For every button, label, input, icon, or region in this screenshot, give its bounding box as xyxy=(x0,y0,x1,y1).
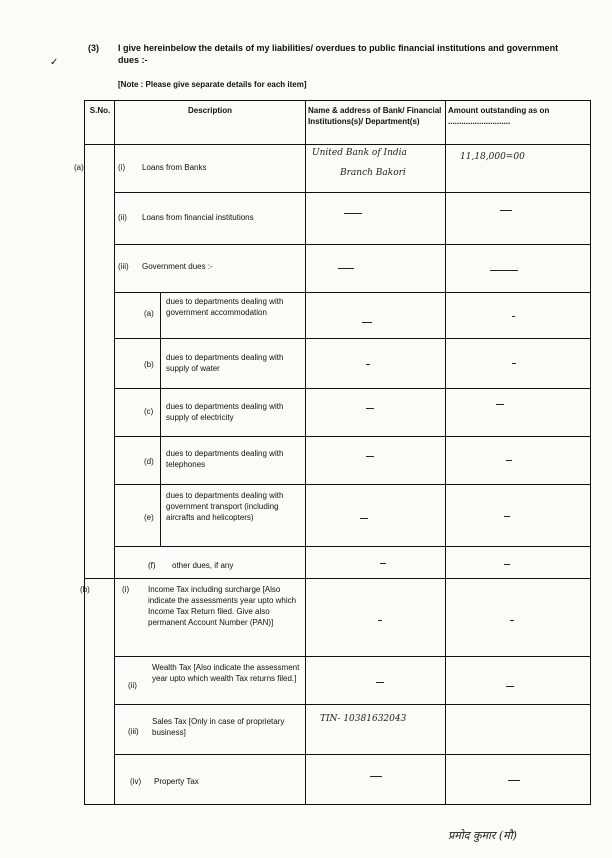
row-line-header xyxy=(84,144,591,145)
row-a-i-branch: Branch Bakori xyxy=(340,168,406,178)
dash-b-iv-amount xyxy=(508,780,520,781)
table-border-top xyxy=(84,100,591,101)
row-b-iii-num: (iii) xyxy=(128,727,139,736)
row-b-ii-desc: Wealth Tax [Also indicate the assessment year upto which wealth Tax returns filed.] xyxy=(152,663,300,683)
dash-a-iii-b-name xyxy=(366,364,370,365)
header-amount: Amount outstanding as on ............................ xyxy=(448,106,550,126)
row-b-iii-tin: TIN- 10381632043 xyxy=(320,714,407,724)
header-description: Description xyxy=(187,106,232,115)
row-a-iii-desc: Government dues :- xyxy=(142,262,213,271)
dash-a-iv-amount xyxy=(504,564,510,565)
row-a-iii-b-desc: dues to departments dealing with supply of water xyxy=(166,353,284,373)
row-b-label: (b) xyxy=(80,585,90,594)
col-line-desc xyxy=(305,100,306,805)
section-number: (3) xyxy=(88,43,99,53)
dash-a-iii-d-name xyxy=(366,456,374,457)
row-line-2 xyxy=(114,244,591,245)
header-sno: S.No. xyxy=(89,106,111,115)
row-line-4 xyxy=(114,338,591,339)
dash-a-ii-name xyxy=(344,213,362,214)
dash-a-iii-c-amount xyxy=(496,404,504,405)
sub-col-line xyxy=(160,292,161,546)
row-a-iii-d-num: (d) xyxy=(144,457,154,466)
dash-b-ii-amount xyxy=(506,686,514,687)
row-b-iii-desc: Sales Tax [Only in case of proprietary business] xyxy=(152,717,285,737)
row-a-i-bank: United Bank of India xyxy=(312,148,407,158)
dash-a-iii-b-amount xyxy=(512,363,516,364)
row-a-i-num: (i) xyxy=(118,163,126,172)
table-border-left xyxy=(84,100,85,805)
dash-a-iii-a-name xyxy=(362,322,372,323)
row-a-iii-d-desc: dues to departments dealing with telephones xyxy=(166,449,284,469)
row-line-8 xyxy=(114,546,591,547)
row-b-iv-desc: Property Tax xyxy=(154,777,199,786)
dash-a-iii-d-amount xyxy=(506,460,512,461)
row-b-ii-num: (ii) xyxy=(128,681,137,690)
dash-a-iii-a-amount xyxy=(512,316,515,317)
table-border-bottom xyxy=(84,804,591,805)
dash-a-iii-amount xyxy=(490,270,518,271)
row-line-3 xyxy=(114,292,591,293)
liabilities-table xyxy=(74,100,591,805)
row-line-5 xyxy=(114,388,591,389)
col-line-sno xyxy=(114,100,115,805)
row-line-12 xyxy=(114,754,591,755)
row-b-i-desc: Income Tax including surcharge [Also indicate the assessments year upto which Income Tax Return filed. Give also permanent Account Number (PAN)] xyxy=(148,585,297,627)
row-a-label: (a) xyxy=(74,163,84,172)
row-a-iii-num: (iii) xyxy=(118,262,129,271)
row-a-iii-e-num: (e) xyxy=(144,513,154,522)
dash-a-iv-name xyxy=(380,563,386,564)
row-a-iii-a-num: (a) xyxy=(144,309,154,318)
dash-b-i-amount xyxy=(510,620,514,621)
header-name-address: Name & address of Bank/ Financial Institutions(s)/ Department(s) xyxy=(308,106,442,126)
row-line-10 xyxy=(114,656,591,657)
table-border-right xyxy=(590,100,591,805)
dash-a-iii-name xyxy=(338,268,354,269)
dash-b-iv-name xyxy=(370,776,382,777)
row-line-1 xyxy=(114,192,591,193)
row-line-11 xyxy=(114,704,591,705)
row-a-ii-desc: Loans from financial institutions xyxy=(142,213,254,222)
row-a-ii-num: (ii) xyxy=(118,213,127,222)
row-b-i-num: (i) xyxy=(122,585,130,594)
row-a-iv-num: (f) xyxy=(148,561,156,570)
dash-a-iii-e-name xyxy=(360,518,368,519)
row-a-iii-a-desc: dues to departments dealing with government accommodation xyxy=(166,297,284,317)
intro-text: I give hereinbelow the details of my liabilities/ overdues to public financial institutions and government dues :- xyxy=(118,43,559,65)
row-a-iii-b-num: (b) xyxy=(144,360,154,369)
col-line-name xyxy=(445,100,446,805)
row-line-6 xyxy=(114,436,591,437)
dash-b-i-name xyxy=(378,620,382,621)
row-a-iii-c-num: (c) xyxy=(144,407,154,416)
dash-a-iii-e-amount xyxy=(504,516,510,517)
row-line-9 xyxy=(84,578,591,579)
row-a-i-desc: Loans from Banks xyxy=(142,163,207,172)
dash-b-ii-name xyxy=(376,682,384,683)
row-b-iv-num: (iv) xyxy=(130,777,142,786)
dash-a-iii-c-name xyxy=(366,408,374,409)
note-text: [Note : Please give separate details for each item] xyxy=(118,80,307,89)
row-a-iii-e-desc: dues to departments dealing with government transport (including aircrafts and helicopters) xyxy=(166,491,284,522)
signature: प्रमोद कुमार (मौ) xyxy=(448,829,517,842)
row-a-iii-c-desc: dues to departments dealing with supply of electricity xyxy=(166,402,284,422)
row-a-i-amount: 11,18,000=00 xyxy=(460,152,525,162)
stray-mark: ✓ xyxy=(50,57,59,68)
row-a-iv-desc: other dues, if any xyxy=(172,561,234,570)
dash-a-ii-amount xyxy=(500,210,512,211)
row-line-7 xyxy=(114,484,591,485)
